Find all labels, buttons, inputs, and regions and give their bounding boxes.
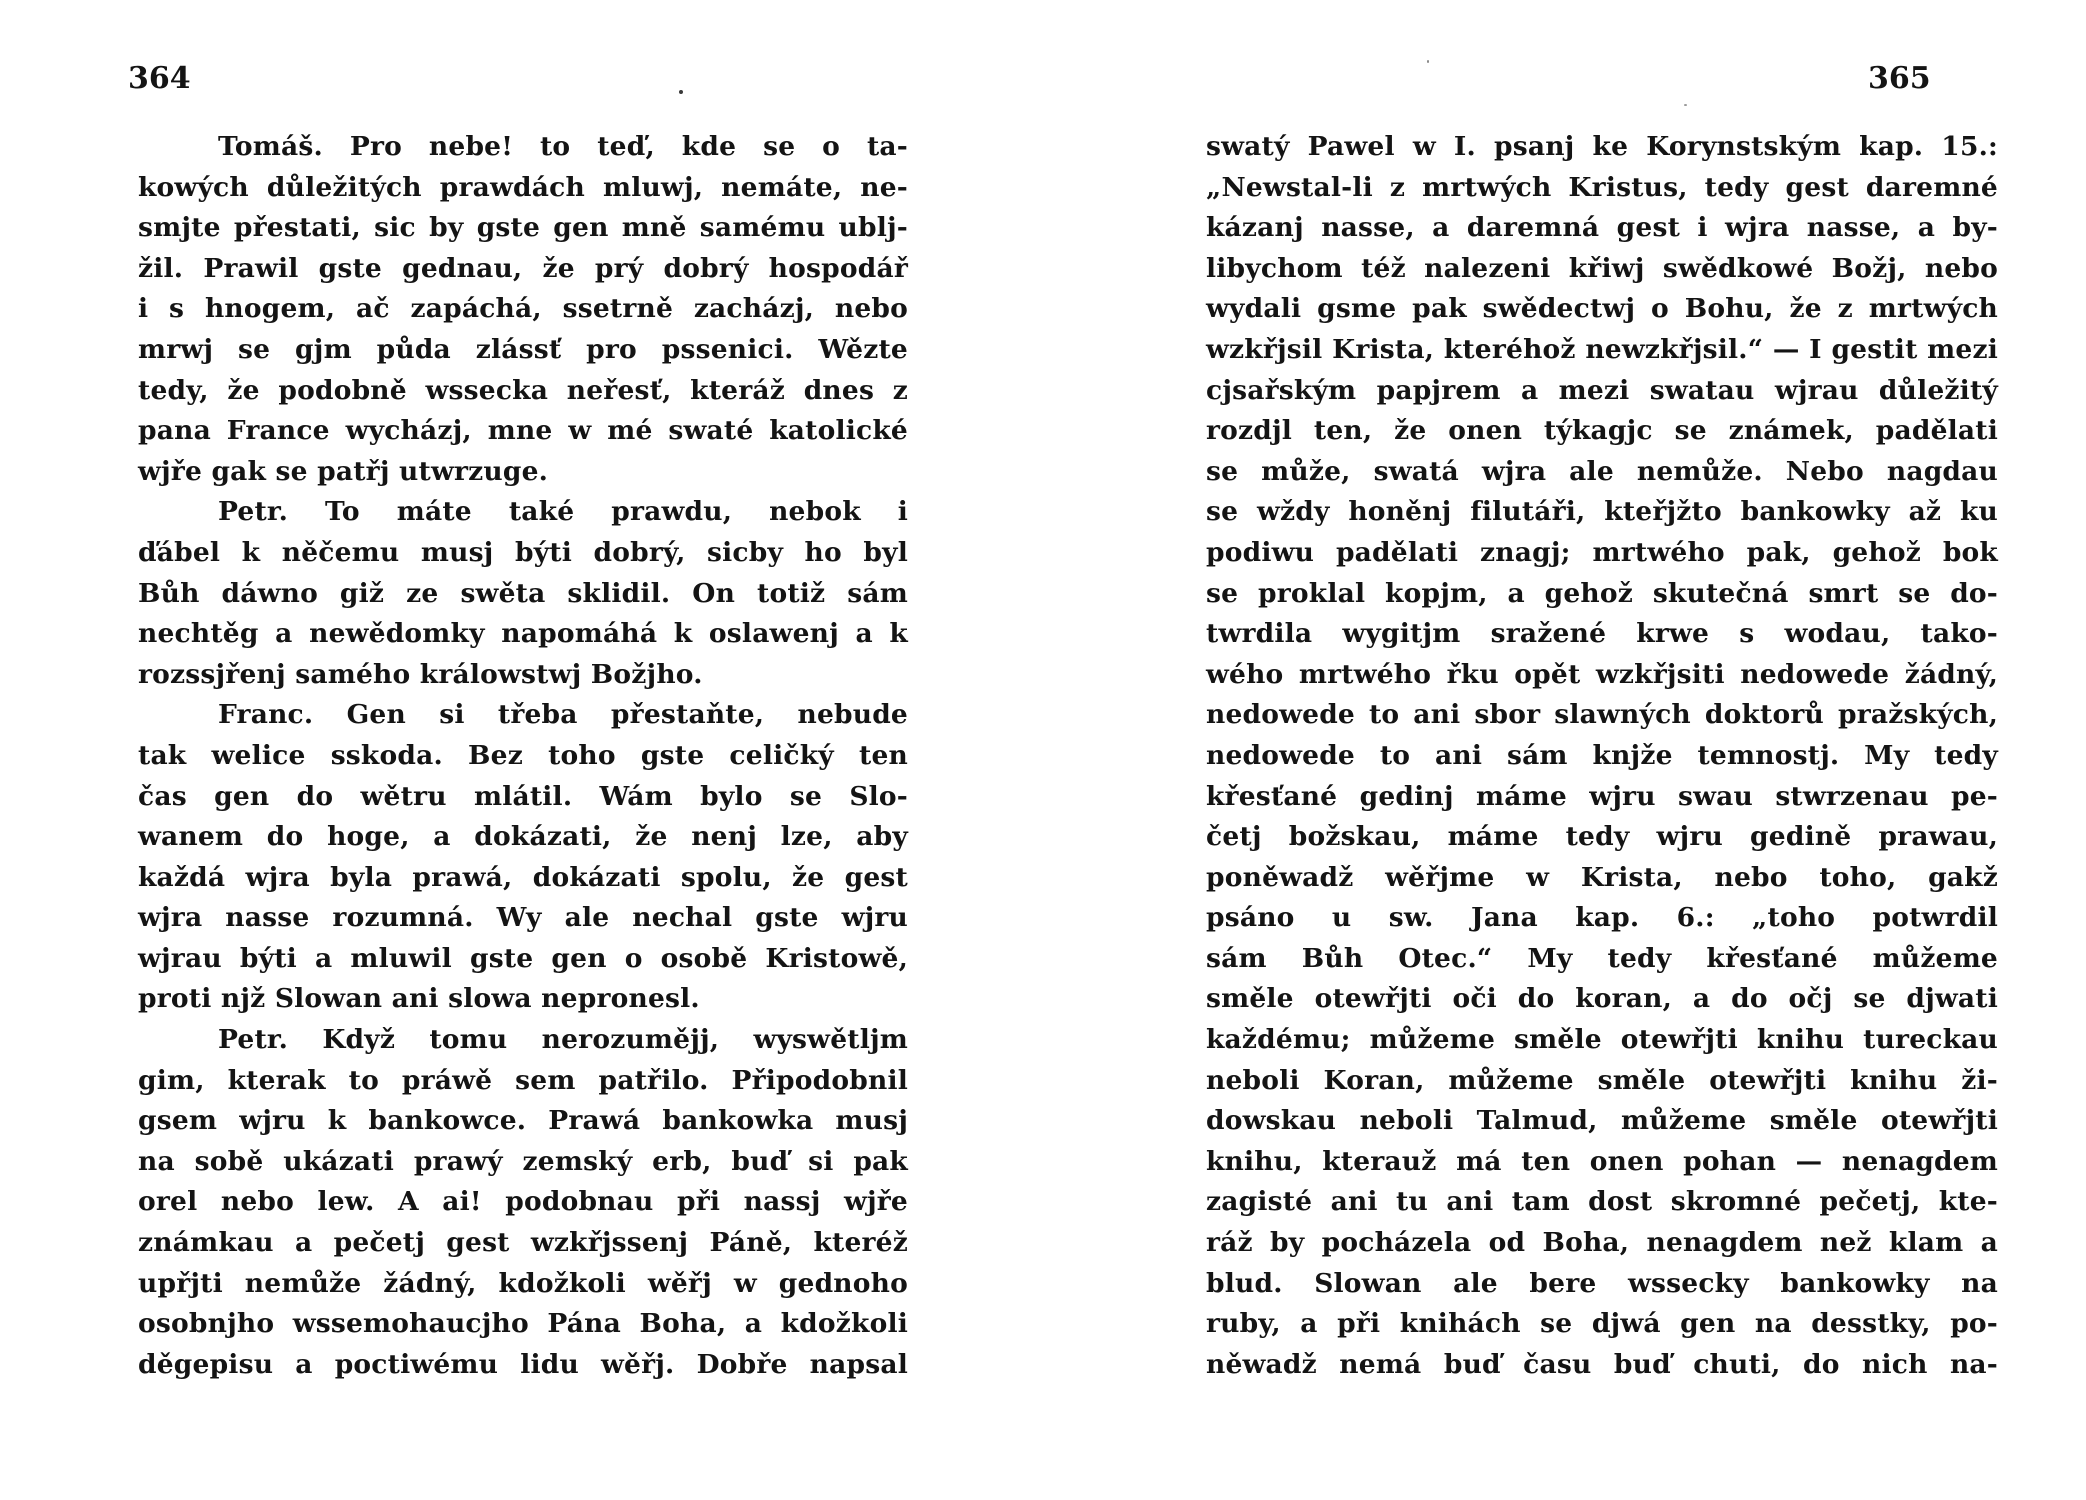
text-line: Petr. Když tomu nerozumějj, wyswětljm xyxy=(218,1024,908,1056)
text-line: i s hnogem, ač zapáchá, ssetrně zacházj, nebo xyxy=(138,293,908,325)
text-line: wého mrtwého řku opět wzkřjsiti nedowede žádný, xyxy=(1206,658,1998,690)
text-line: pana France wycházj, mne w mé swaté katolické xyxy=(138,415,908,447)
text-line: wydali gsme pak swědectwj o Bohu, že z mrtwých xyxy=(1206,293,1998,325)
text-line: ďábel k něčemu musj býti dobrý, sicby ho byl xyxy=(138,536,908,568)
ink-speck xyxy=(1427,60,1429,63)
text-line: kowých důležitých prawdách mluwj, nemáte, ne- xyxy=(138,171,908,203)
text-line: wjře gak se patřj utwrzuge. xyxy=(138,455,549,487)
text-line: twrdila wygitjm sražené krwe s wodau, tako- xyxy=(1206,618,1998,650)
text-line: psáno u sw. Jana kap. 6.: „toho potwrdil xyxy=(1206,902,1998,934)
text-line: wanem do hoge, a dokázati, že nenj lze, aby xyxy=(138,821,908,853)
text-line: Tomáš. Pro nebe! to teď, kde se o ta- xyxy=(218,131,908,162)
text-line: smjte přestati, sic by gste gen mně samému ublj- xyxy=(138,212,908,244)
text-line: upřjti nemůže žádný, kdožkoli wěřj w gednoho xyxy=(138,1267,908,1299)
text-line: kázanj nasse, a daremná gest i wjra nasse, a by- xyxy=(1206,212,1998,244)
text-line: známkau a pečetj gest wzkřjssenj Páně, kteréž xyxy=(138,1227,908,1259)
right-page-text xyxy=(1206,127,1998,1385)
text-line: ruby, a při knihách se djwá gen na desstky, po- xyxy=(1206,1308,1998,1340)
text-line: libychom též nalezeni křiwj swědkowé Božj, nebo xyxy=(1206,252,1998,284)
text-line: křesťané gedinj máme wjru swau stwrzenau pe- xyxy=(1206,780,1998,812)
text-line: wzkřjsil Krista, kteréhož newzkřjsil.“ — I gestit mezi xyxy=(1206,333,1998,365)
text-line: wjra nasse rozumná. Wy ale nechal gste wjru xyxy=(138,902,908,934)
text-line: blud. Slowan ale bere wssecky bankowky na xyxy=(1206,1267,1998,1299)
text-line: každému; můžeme směle otewřjti knihu tureckau xyxy=(1206,1024,1998,1056)
text-line: nedowede to ani sám knjže temnostj. My tedy xyxy=(1206,739,1998,771)
text-line: žil. Prawil gste gednau, že prý dobrý hospodář xyxy=(138,252,908,284)
text-line: četj božskau, máme tedy wjru gedině prawau, xyxy=(1206,821,1998,853)
text-line: tak welice sskoda. Bez toho gste celičký ten xyxy=(138,739,908,771)
text-line: ráž by pocházela od Boha, nenagdem než klam a xyxy=(1206,1227,1998,1259)
text-line: swatý Pawel w I. psanj ke Korynstským kap. 15.: xyxy=(1206,131,1998,162)
text-line: mrwj se gjm půda zlássť pro pssenici. Wězte xyxy=(138,333,908,365)
text-line: směle otewřjti oči do koran, a do očj se djwati xyxy=(1206,983,1998,1015)
text-line: Bůh dáwno giž ze swěta sklidil. On totiž sám xyxy=(138,577,908,609)
text-line: dowskau neboli Talmud, můžeme směle otewřjti xyxy=(1206,1105,1998,1137)
text-line: osobnjho wssemohaucjho Pána Boha, a kdožkoli xyxy=(138,1308,908,1340)
text-line: Franc. Gen si třeba přestaňte, nebude xyxy=(218,699,908,731)
text-line: zagisté ani tu ani tam dost skromné pečetj, kte- xyxy=(1206,1186,1998,1218)
text-line: Petr. To máte také prawdu, nebok i xyxy=(218,496,908,528)
ink-speck xyxy=(679,90,683,94)
text-line: každá wjra byla prawá, dokázati spolu, že gest xyxy=(138,861,908,893)
ink-speck xyxy=(1684,104,1687,106)
text-line: „Newstal-li z mrtwých Kristus, tedy gest daremné xyxy=(1206,171,1998,203)
text-line: wjrau býti a mluwil gste gen o osobě Kristowě, xyxy=(138,942,908,974)
text-line: se proklal kopjm, a gehož skutečná smrt se do- xyxy=(1206,577,1998,609)
text-line: na sobě ukázati prawý zemský erb, buď si pak xyxy=(138,1145,908,1177)
text-line: sám Bůh Otec.“ My tedy křesťané můžeme xyxy=(1206,942,1998,974)
text-line: cjsařským papjrem a mezi swatau wjrau důležitý xyxy=(1206,374,1998,406)
page-number-right: 365 xyxy=(1868,61,1931,96)
text-line: podiwu padělati znagj; mrtwého pak, gehož bok xyxy=(1206,536,1998,568)
text-line: rozssjřenj samého králowstwj Božjho. xyxy=(138,658,703,690)
text-line: se wždy honěnj filutáři, kteřjžto bankowky až ku xyxy=(1206,496,1998,528)
text-line: proti njž Slowan ani slowa nepronesl. xyxy=(138,983,700,1015)
page-number-left: 364 xyxy=(128,61,191,96)
text-line: gsem wjru k bankowce. Prawá bankowka musj xyxy=(138,1105,908,1137)
text-line: gim, kterak to práwě sem patřilo. Připodobnil xyxy=(138,1064,908,1096)
text-line: něwadž nemá buď času buď chuti, do nich na- xyxy=(1206,1348,1998,1380)
text-line: tedy, že podobně wssecka neřesť, kteráž dnes z xyxy=(138,374,908,406)
text-line: děgepisu a poctiwému lidu wěřj. Dobře napsal xyxy=(138,1348,908,1380)
text-line: rozdjl ten, že onen týkagjc se známek, padělati xyxy=(1206,415,1998,447)
text-line: knihu, kterauž má ten onen pohan — nenagdem xyxy=(1206,1145,1998,1177)
text-line: neboli Koran, můžeme směle otewřjti knihu ži- xyxy=(1206,1064,1998,1096)
text-line: orel nebo lew. A ai! podobnau při nassj wjře xyxy=(138,1186,908,1218)
text-line: nedowede to ani sbor slawných doktorů pražských, xyxy=(1206,699,1998,731)
text-line: poněwadž wěřjme w Krista, nebo toho, gakž xyxy=(1206,861,1998,893)
text-line: nechtěg a newědomky napomáhá k oslawenj a k xyxy=(138,618,908,650)
text-line: čas gen do wětru mlátil. Wám bylo se Slo- xyxy=(138,780,908,812)
text-line: se může, swatá wjra ale nemůže. Nebo nagdau xyxy=(1206,455,1998,487)
left-page-text xyxy=(138,127,908,1385)
